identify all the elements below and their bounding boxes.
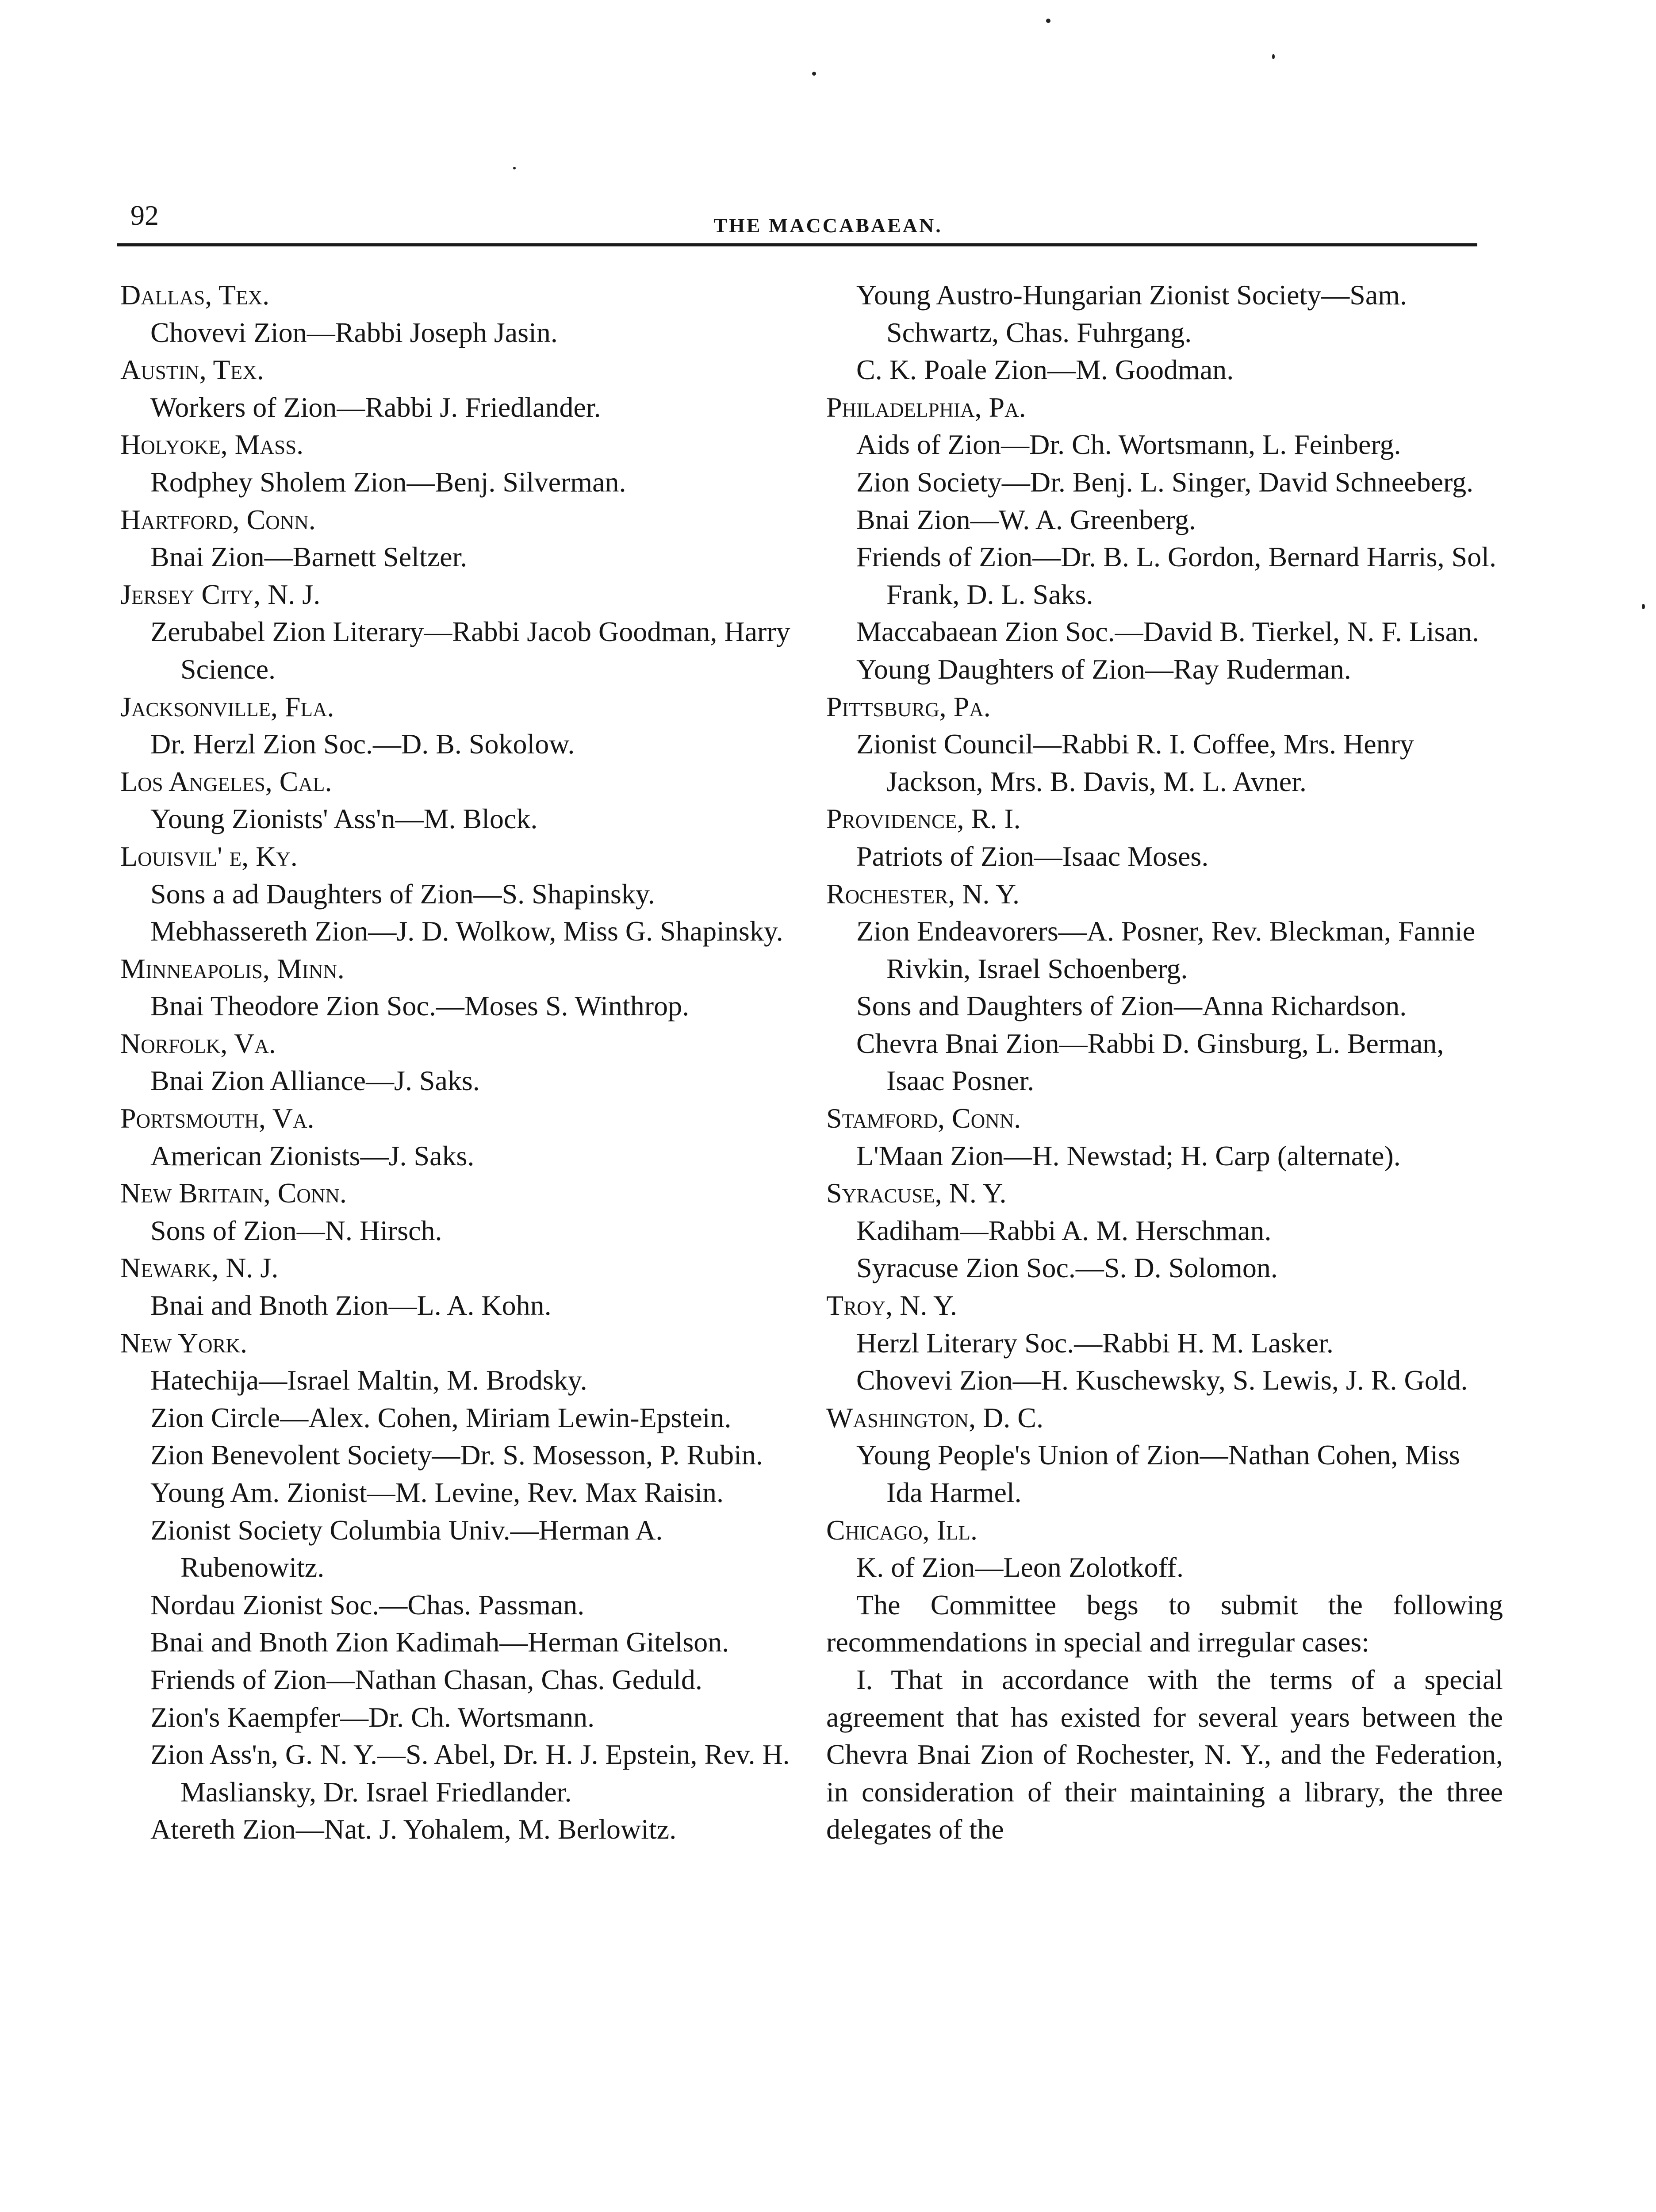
society-entry: Workers of Zion—Rabbi J. Friedlander. [150,391,601,423]
recommendation-paragraph: I. That in accordance with the terms of a special agreement that has existed for several years between the Chevra Bnai Zion of Rochester, N. Y., and the Federation, in consideration of their maintaining a library, the three delegates of the [826,1663,1503,1845]
city-heading: Troy, N. Y. [826,1290,957,1321]
scan-speck [1272,54,1275,59]
page-number: 92 [130,200,159,231]
society-entry: Kadiham—Rabbi A. M. Herschman. [856,1214,1272,1246]
city-heading: Dallas, Tex. [120,279,270,311]
scan-speck [1046,19,1050,23]
header-rule [117,243,1477,246]
city-heading: Jersey City, N. J. [120,578,321,610]
city-heading: Philadelphia, Pa. [826,391,1026,423]
society-entry: Hatechija—Israel Maltin, M. Brodsky. [150,1364,587,1396]
society-entry: Chovevi Zion—Rabbi Joseph Jasin. [150,316,558,348]
society-entry: Friends of Zion—Dr. B. L. Gordon, Bernard Harris, Sol. Frank, D. L. Saks. [856,541,1496,610]
left-column [120,276,806,1848]
city-heading: Louisvil' e, Ky. [120,840,298,872]
city-heading: Hartford, Conn. [120,503,316,535]
city-heading: New Britain, Conn. [120,1177,347,1209]
society-entry: Chevra Bnai Zion—Rabbi D. Ginsburg, L. Berman, Isaac Posner. [856,1027,1444,1097]
city-heading: Syracuse, N. Y. [826,1177,1007,1209]
city-heading: Newark, N. J. [120,1252,279,1284]
society-entry: Zionist Council—Rabbi R. I. Coffee, Mrs. Henry Jackson, Mrs. B. Davis, M. L. Avner. [856,728,1414,797]
city-heading: Holyoke, Mass. [120,429,304,461]
society-entry: Young Am. Zionist—M. Levine, Rev. Max Raisin. [150,1477,724,1508]
society-entry: Bnai Zion—W. A. Greenberg. [856,503,1196,535]
society-entry: Mebhassereth Zion—J. D. Wolkow, Miss G. Shapinsky. [150,915,783,947]
society-entry: Bnai and Bnoth Zion—L. A. Kohn. [150,1290,552,1321]
city-heading: New York. [120,1327,248,1359]
running-title: THE MACCABAEAN. [713,214,943,237]
society-entry: Bnai Zion Alliance—J. Saks. [150,1065,480,1097]
society-entry: Bnai and Bnoth Zion Kadimah—Herman Gitelson. [150,1626,729,1658]
society-entry: Young People's Union of Zion—Nathan Cohen, Miss Ida Harmel. [856,1439,1460,1508]
city-heading: Los Angeles, Cal. [120,765,332,797]
city-heading: Portsmouth, Va. [120,1102,314,1134]
city-heading: Stamford, Conn. [826,1102,1021,1134]
city-heading: Jacksonville, Fla. [120,691,334,722]
society-entry: Aids of Zion—Dr. Ch. Wortsmann, L. Feinberg. [856,429,1401,461]
society-entry: Young Daughters of Zion—Ray Ruderman. [856,653,1351,685]
society-entry: C. K. Poale Zion—M. Goodman. [856,354,1234,386]
right-column [826,276,1503,1848]
city-heading: Chicago, Ill. [826,1514,978,1546]
society-entry: Bnai Zion—Barnett Seltzer. [150,541,468,573]
society-entry: Zion's Kaempfer—Dr. Ch. Wortsmann. [150,1701,595,1733]
society-entry: K. of Zion—Leon Zolotkoff. [856,1551,1184,1583]
society-entry: Syracuse Zion Soc.—S. D. Solomon. [856,1252,1278,1284]
city-heading: Pittsburg, Pa. [826,691,991,722]
society-entry: Atereth Zion—Nat. J. Yohalem, M. Berlowitz. [150,1813,677,1845]
society-entry: Sons of Zion—N. Hirsch. [150,1214,442,1246]
society-entry: Young Austro-Hungarian Zionist Society—Sam. Schwartz, Chas. Fuhrgang. [856,279,1407,348]
scan-speck [513,167,516,169]
society-entry: Nordau Zionist Soc.—Chas. Passman. [150,1589,585,1621]
society-entry: Friends of Zion—Nathan Chasan, Chas. Geduld. [150,1663,702,1695]
society-entry: Patriots of Zion—Isaac Moses. [856,840,1209,872]
society-entry: Rodphey Sholem Zion—Benj. Silverman. [150,466,626,498]
society-entry: Zion Ass'n, G. N. Y.—S. Abel, Dr. H. J. Epstein, Rev. H. Masliansky, Dr. Israel Friedlander. [150,1739,790,1808]
society-entry: Chovevi Zion—H. Kuschewsky, S. Lewis, J. R. Gold. [856,1364,1468,1396]
recommendation-paragraph: The Committee begs to submit the following recommendations in special and irregular cases: [826,1589,1503,1658]
city-heading: Rochester, N. Y. [826,878,1020,910]
society-entry: Zion Endeavorers—A. Posner, Rev. Bleckman, Fannie Rivkin, Israel Schoenberg. [856,915,1476,984]
society-entry: Herzl Literary Soc.—Rabbi H. M. Lasker. [856,1327,1334,1359]
scan-speck [812,72,816,76]
society-entry: Sons a ad Daughters of Zion—S. Shapinsky. [150,878,655,910]
society-entry: Zerubabel Zion Literary—Rabbi Jacob Goodman, Harry Science. [150,616,790,685]
city-heading: Washington, D. C. [826,1402,1043,1433]
society-entry: Dr. Herzl Zion Soc.—D. B. Sokolow. [150,728,575,760]
society-entry: Bnai Theodore Zion Soc.—Moses S. Winthrop. [150,990,690,1022]
city-heading: Providence, R. I. [826,803,1021,835]
society-entry: Zion Circle—Alex. Cohen, Miriam Lewin-Epstein. [150,1402,732,1433]
society-entry: Zionist Society Columbia Univ.—Herman A. Rubenowitz. [150,1514,663,1583]
society-entry: Sons and Daughters of Zion—Anna Richardson. [856,990,1407,1022]
society-entry: Zion Society—Dr. Benj. L. Singer, David Schneeberg. [856,466,1474,498]
society-entry: Maccabaean Zion Soc.—David B. Tierkel, N. F. Lisan. [856,616,1479,648]
scan-speck [1642,604,1645,609]
city-heading: Minneapolis, Minn. [120,952,345,984]
society-entry: American Zionists—J. Saks. [150,1140,475,1171]
society-entry: L'Maan Zion—H. Newstad; H. Carp (alternate). [856,1140,1401,1171]
society-entry: Young Zionists' Ass'n—M. Block. [150,803,538,835]
society-entry: Zion Benevolent Society—Dr. S. Mosesson, P. Rubin. [150,1439,763,1471]
city-heading: Austin, Tex. [120,354,264,386]
city-heading: Norfolk, Va. [120,1027,276,1059]
